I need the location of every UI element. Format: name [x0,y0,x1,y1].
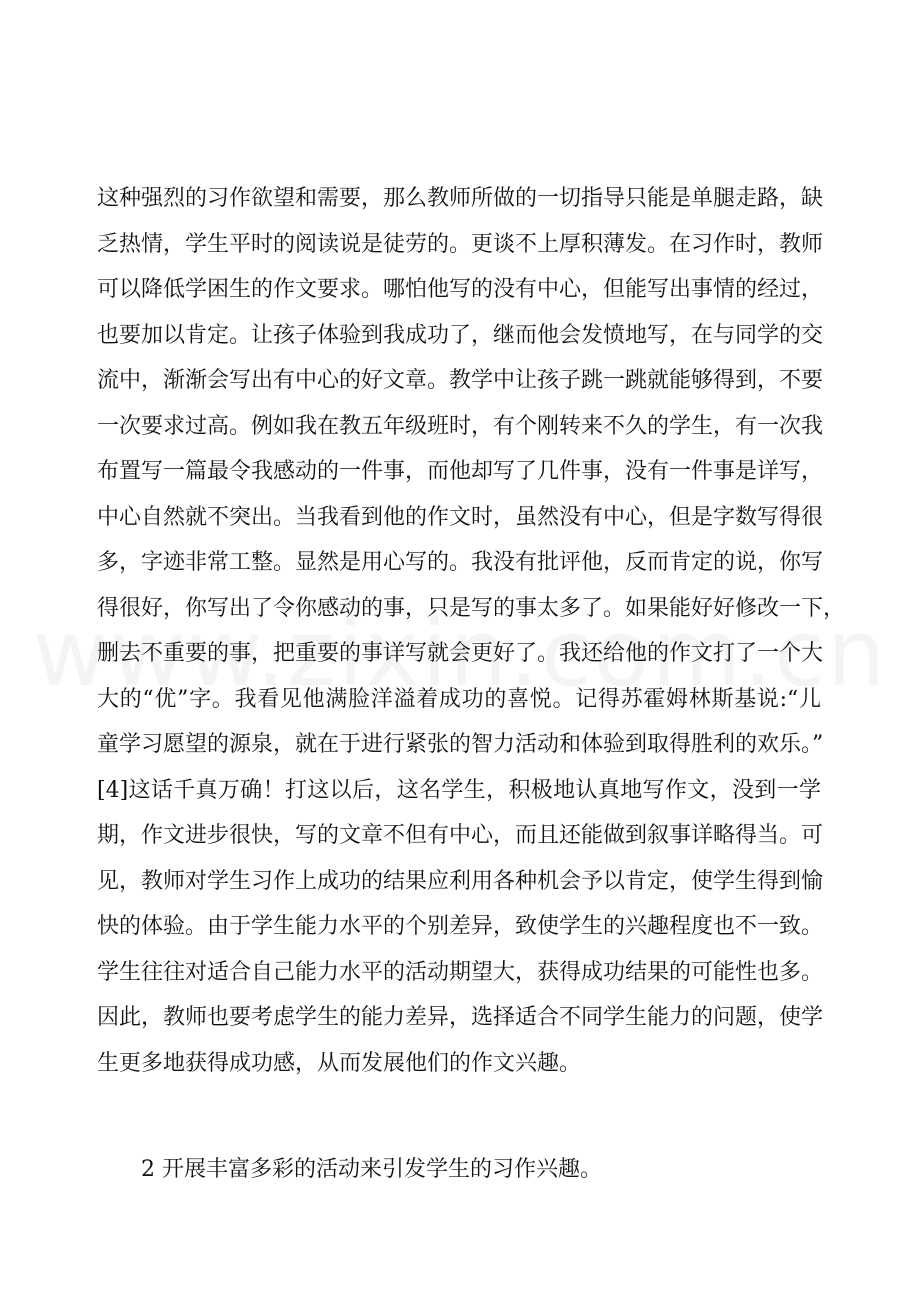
paragraph-line: 乏热情，学生平时的阅读说是徒劳的。更谈不上厚积薄发。在习作时，教师 [97,231,824,257]
paragraph-line: 一次要求过高。例如我在教五年级班时，有个刚转来不久的学生，有一次我 [97,413,824,439]
paragraph-line: [4]这话千真万确！打这以后，这名学生，积极地认真地写作文，没到一学 [97,777,821,803]
paragraph-line: 可以降低学困生的作文要求。哪怕他写的没有中心，但能写出事情的经过， [97,277,824,302]
body-paragraph [97,176,846,1086]
paragraph-line: 见，教师对学生习作上成功的结果应利用各种机会予以肯定，使学生得到愉 [97,868,824,894]
paragraph-line: 快的体验。由于学生能力水平的个别差异，致使学生的兴趣程度也不一致。 [97,914,824,939]
paragraph-line: 期，作文进步很快，写的文章不但有中心，而且还能做到叙事详略得当。可 [97,823,824,848]
section-heading: 2 开展丰富多彩的活动来引发学生的习作兴趣。 [141,1157,602,1182]
paragraph-line: 中心自然就不突出。当我看到他的作文时，虽然没有中心，但是字数写得很 [97,504,824,530]
paragraph-line: 这种强烈的习作欲望和需要，那么教师所做的一切指导只能是单腿走路，缺 [97,186,824,211]
paragraph-line: 因此，教师也要考虑学生的能力差异，选择适合不同学生能力的问题，使学 [97,1005,824,1030]
paragraph-line: 也要加以肯定。让孩子体验到我成功了，继而他会发愤地写，在与同学的交 [97,322,824,348]
paragraph-line: 童学习愿望的源泉，就在于进行紧张的智力活动和体验到取得胜利的欢乐。” [97,732,824,757]
paragraph-line: 多，字迹非常工整。显然是用心写的。我没有批评他，反而肯定的说，你写 [97,550,824,575]
paragraph-line: 删去不重要的事，把重要的事详写就会更好了。我还给他的作文打了一个大 [97,641,824,666]
paragraph-line: 学生往往对适合自己能力水平的活动期望大，获得成功结果的可能性也多。 [97,959,824,985]
paragraph-line: 生更多地获得成功感，从而发展他们的作文兴趣。 [97,1050,582,1076]
paragraph-line: 布置写一篇最令我感动的一件事，而他却写了几件事，没有一件事是详写， [97,459,824,484]
paragraph-line: 得很好，你写出了令你感动的事，只是写的事太多了。如果能好好修改一下， [97,595,846,621]
paragraph-line: 大的“优”字。我看见他满脸洋溢着成功的喜悦。记得苏霍姆林斯基说:“儿 [97,686,821,712]
paragraph-line: 流中，渐渐会写出有中心的好文章。教学中让孩子跳一跳就能够得到，不要 [97,368,824,393]
